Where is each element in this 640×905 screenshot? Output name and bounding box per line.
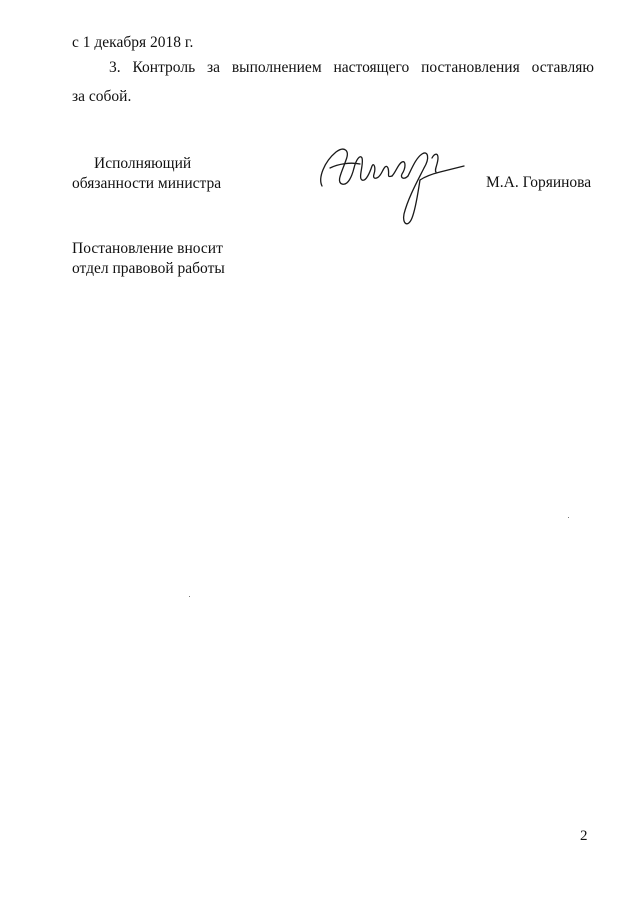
introducer-line-2: отдел правовой работы — [72, 260, 225, 277]
introducer-block — [72, 239, 225, 279]
signer-position — [72, 154, 242, 194]
paragraph-3-line-1: 3. Контроль за выполнением настоящего постановления оставляю — [109, 59, 594, 76]
signer-position-line-2: обязанности министра — [72, 175, 222, 192]
date-line: с 1 декабря 2018 г. — [72, 34, 194, 51]
introducer-line-1: Постановление вносит — [72, 240, 223, 257]
paragraph-3-line-2: за собой. — [72, 88, 132, 105]
signer-position-line-1: Исполняющий — [94, 155, 192, 172]
paragraph-3 — [72, 58, 594, 107]
page-number: 2 — [580, 828, 588, 844]
scan-speck — [189, 596, 190, 597]
handwritten-signature — [312, 128, 472, 238]
signer-name: М.А. Горяинова — [486, 174, 592, 191]
scan-speck — [568, 517, 569, 518]
